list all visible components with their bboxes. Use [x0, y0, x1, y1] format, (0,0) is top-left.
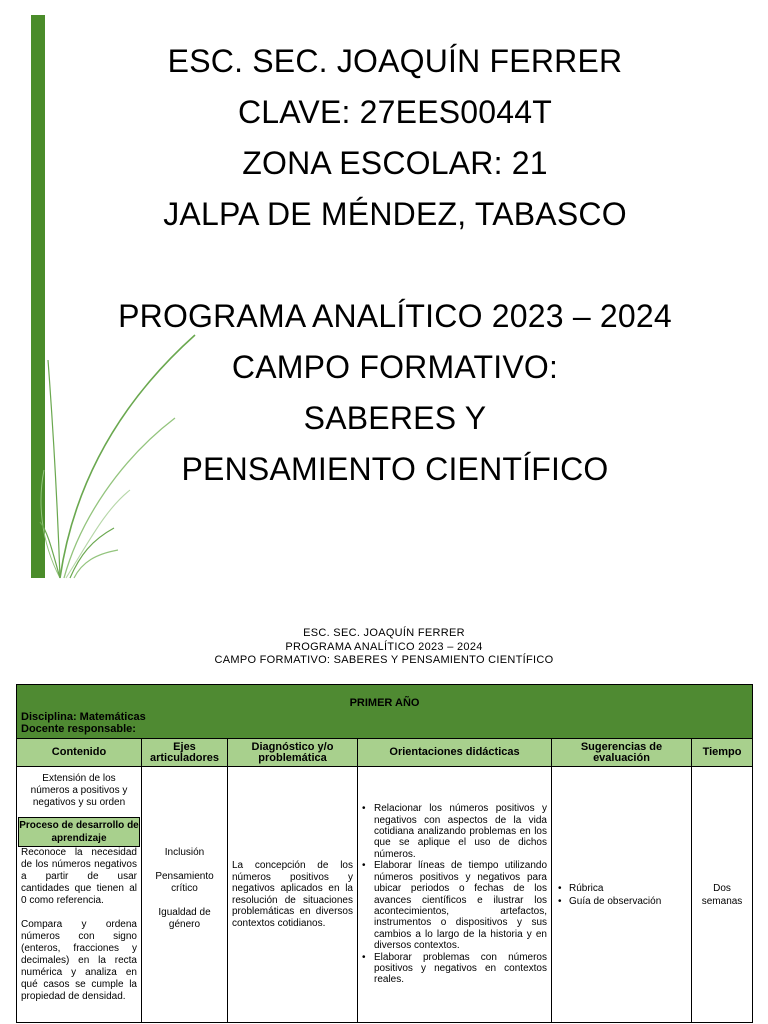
table-banner — [17, 685, 753, 739]
discipline-label: Disciplina: Matemáticas — [21, 711, 146, 723]
proceso-item: Compara y ordena números con signo (enteros, fracciones y decimales) en la recta numérica y analiza en qué casos se cumple la propiedad de densidad. — [21, 919, 137, 1002]
col-header-tiempo: Tiempo — [692, 739, 753, 767]
header-field: CAMPO FORMATIVO: SABERES Y PENSAMIENTO CIENTÍFICO — [214, 654, 554, 666]
page-header — [0, 627, 768, 668]
orientacion-item: • Elaborar líneas de tiempo utilizando números positivos y negativos para ubicar periodos o fechas de los avances científicos e ilustrar los acontecimientos, artefactos, instrumentos o dispositivos y sus cambios a lo largo de la historia y en diversos contextos. — [360, 860, 547, 951]
cell-diagnostico: La concepción de los números positivos y negativos aplicados en la resolución de situaciones problemáticas en diversos contextos cotidianos. — [228, 767, 358, 1023]
cover-field-name-1: SABERES Y — [303, 400, 487, 436]
sugerencia-item: • Rúbrica — [556, 882, 687, 895]
eje-item: Pensamiento crítico — [155, 870, 214, 894]
cover-field-name-2: PENSAMIENTO CIENTÍFICO — [181, 451, 609, 487]
cover-program: PROGRAMA ANALÍTICO 2023 – 2024 — [118, 298, 672, 334]
teacher-label: Docente responsable: — [21, 723, 136, 735]
cover-title-block — [0, 36, 768, 495]
cell-tiempo: Dos semanas — [692, 767, 753, 1023]
cover-school-name: ESC. SEC. JOAQUÍN FERRER — [167, 43, 623, 79]
sugerencia-item: • Guía de observación — [556, 895, 687, 908]
header-program: PROGRAMA ANALÍTICO 2023 – 2024 — [285, 640, 483, 653]
cell-ejes — [142, 767, 228, 1023]
table-row — [17, 767, 753, 1023]
contenido-text: Extensión de los números a positivos y negativos y su orden — [30, 773, 128, 808]
cover-field-label: CAMPO FORMATIVO: — [231, 349, 559, 385]
proceso-item: Reconoce la necesidad de los números negativos a partir de usar cantidades que tienen al 0 como referencia. — [21, 847, 137, 906]
year-title: PRIMER AÑO — [349, 697, 420, 709]
col-header-diagnostico: Diagnóstico y/o problemática — [228, 739, 358, 767]
proceso-label: Proceso de desarrollo de aprendizaje — [18, 817, 140, 847]
cell-sugerencias — [552, 767, 692, 1023]
cover-school-key: CLAVE: 27EES0044T — [237, 94, 553, 130]
orientacion-item: • Elaborar problemas con números positivos y negativos en contextos reales. — [360, 952, 547, 986]
header-school: ESC. SEC. JOAQUÍN FERRER — [303, 627, 465, 639]
cell-contenido — [17, 767, 142, 1023]
col-header-ejes: Ejes articuladores — [142, 739, 228, 767]
table-header-row — [17, 739, 753, 767]
eje-item: Inclusión — [164, 846, 205, 858]
col-header-contenido: Contenido — [17, 739, 142, 767]
program-table — [16, 684, 753, 1023]
cell-orientaciones — [358, 767, 552, 1023]
table-banner-row — [17, 685, 753, 739]
col-header-sugerencias: Sugerencias de evaluación — [552, 739, 692, 767]
orientacion-item: • Relacionar los números positivos y negativos con aspectos de la vida cotidiana analizando problemas en los que se aplique el uso de dichos números. — [360, 803, 547, 860]
eje-item: Igualdad de género — [158, 906, 211, 930]
cover-location: JALPA DE MÉNDEZ, TABASCO — [163, 196, 627, 232]
cover-school-zone: ZONA ESCOLAR: 21 — [242, 145, 548, 181]
col-header-orientaciones: Orientaciones didácticas — [358, 739, 552, 767]
program-table-wrapper — [16, 684, 752, 1023]
